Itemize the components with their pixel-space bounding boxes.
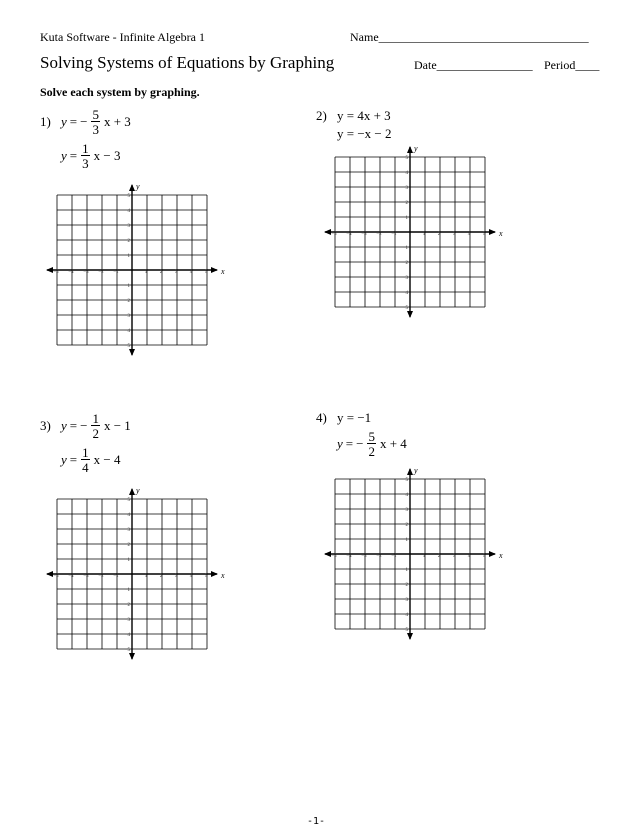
x-tick-label: 3 bbox=[452, 232, 456, 237]
x-tick-label: 1 bbox=[144, 574, 148, 579]
y-tick-label: −2 bbox=[124, 299, 130, 304]
x-tick-label: 3 bbox=[174, 270, 178, 275]
problem-4-eq2: y = − $\frac{5}{2}$ x + 4 bbox=[337, 429, 407, 459]
problem-3-eq1: 3) y = − $\frac{1}{2}$ x − 1 bbox=[40, 411, 131, 441]
x-axis-arrow-left bbox=[324, 229, 331, 235]
problem-number: 2) bbox=[316, 108, 327, 123]
x-tick-label: −4 bbox=[68, 574, 74, 579]
x-tick-label: 2 bbox=[159, 574, 163, 579]
x-tick-label: 5 bbox=[204, 270, 208, 275]
x-tick-label: −1 bbox=[391, 232, 397, 237]
y-axis-arrow-up bbox=[407, 146, 413, 153]
x-tick-label: −5 bbox=[331, 554, 337, 559]
x-tick-label: −1 bbox=[113, 270, 119, 275]
x-tick-label: −3 bbox=[361, 232, 367, 237]
y-tick-label: 4 bbox=[405, 493, 408, 498]
y-tick-label: 1 bbox=[405, 216, 408, 221]
coordinate-grid-1[interactable] bbox=[45, 183, 233, 357]
y-tick-label: 1 bbox=[127, 254, 130, 259]
problem-number: 4) bbox=[316, 410, 327, 425]
x-tick-label: 2 bbox=[437, 232, 441, 237]
y-tick-label: −1 bbox=[402, 246, 408, 251]
x-axis-arrow-right bbox=[211, 267, 218, 273]
name-field[interactable]: Name___________________________________ bbox=[350, 30, 589, 44]
problem-2-eq1: 2) y = 4x + 3 bbox=[316, 108, 391, 123]
problem-number: 1) bbox=[40, 114, 51, 129]
y-tick-label: 1 bbox=[405, 538, 408, 543]
y-tick-label: −1 bbox=[402, 568, 408, 573]
y-tick-label: 3 bbox=[127, 224, 130, 229]
x-tick-label: −3 bbox=[83, 270, 89, 275]
y-tick-label: −2 bbox=[402, 261, 408, 266]
y-tick-label: −4 bbox=[124, 329, 130, 334]
y-tick-label: 5 bbox=[405, 478, 408, 483]
y-tick-label: 5 bbox=[127, 498, 130, 503]
coordinate-grid-3[interactable] bbox=[45, 487, 233, 661]
x-axis-label: x bbox=[499, 229, 503, 238]
problem-number: 3) bbox=[40, 418, 51, 433]
y-tick-label: 2 bbox=[405, 201, 408, 206]
y-axis-arrow-up bbox=[129, 488, 135, 495]
y-axis-arrow-up bbox=[129, 184, 135, 191]
y-tick-label: −3 bbox=[124, 314, 130, 319]
x-tick-label: −3 bbox=[83, 574, 89, 579]
x-tick-label: −4 bbox=[346, 554, 352, 559]
y-axis-label: y bbox=[414, 466, 418, 475]
x-tick-label: −2 bbox=[98, 574, 104, 579]
coordinate-grid-2[interactable] bbox=[323, 145, 511, 319]
y-tick-label: 3 bbox=[405, 186, 408, 191]
y-tick-label: −5 bbox=[402, 306, 408, 311]
y-tick-label: 4 bbox=[405, 171, 408, 176]
x-tick-label: 4 bbox=[467, 232, 471, 237]
y-axis-arrow-down bbox=[407, 633, 413, 640]
x-tick-label: 4 bbox=[467, 554, 471, 559]
problem-2 bbox=[316, 108, 392, 142]
fraction: $\frac{1}{2}$ bbox=[92, 411, 99, 441]
y-tick-label: 2 bbox=[127, 239, 130, 244]
y-tick-label: −4 bbox=[402, 291, 408, 296]
y-tick-label: −4 bbox=[402, 613, 408, 618]
y-tick-label: −5 bbox=[402, 628, 408, 633]
x-tick-label: 5 bbox=[482, 554, 486, 559]
problem-3 bbox=[40, 412, 131, 474]
x-tick-label: −2 bbox=[376, 554, 382, 559]
y-tick-label: −5 bbox=[124, 648, 130, 653]
problem-3-eq2: y = $\frac{1}{4}$ x − 4 bbox=[61, 445, 121, 475]
y-axis-label: y bbox=[414, 144, 418, 153]
problem-2-eq2: y = −x − 2 bbox=[337, 126, 392, 141]
x-tick-label: 2 bbox=[159, 270, 163, 275]
y-tick-label: −2 bbox=[124, 603, 130, 608]
coordinate-grid-4[interactable] bbox=[323, 467, 511, 641]
y-axis-arrow-down bbox=[407, 311, 413, 318]
instructions: Solve each system by graphing. bbox=[40, 85, 200, 99]
fraction: $\frac{1}{4}$ bbox=[82, 445, 89, 475]
y-tick-label: −3 bbox=[402, 598, 408, 603]
x-tick-label: −5 bbox=[331, 232, 337, 237]
y-tick-label: 4 bbox=[127, 513, 130, 518]
y-tick-label: −1 bbox=[124, 588, 130, 593]
problem-1-eq2: y = $\frac{1}{3}$ x − 3 bbox=[61, 141, 121, 171]
y-axis-arrow-up bbox=[407, 468, 413, 475]
x-axis-arrow-left bbox=[46, 571, 53, 577]
problem-1 bbox=[40, 108, 131, 170]
y-axis-label: y bbox=[136, 486, 140, 495]
y-axis-arrow-down bbox=[129, 653, 135, 660]
x-tick-label: 3 bbox=[174, 574, 178, 579]
x-tick-label: 5 bbox=[204, 574, 208, 579]
software-name: Kuta Software - Infinite Algebra 1 bbox=[40, 30, 205, 44]
x-tick-label: −1 bbox=[391, 554, 397, 559]
x-tick-label: −3 bbox=[361, 554, 367, 559]
x-tick-label: 2 bbox=[437, 554, 441, 559]
x-tick-label: 5 bbox=[482, 232, 486, 237]
x-axis-arrow-left bbox=[46, 267, 53, 273]
y-tick-label: 2 bbox=[127, 543, 130, 548]
x-tick-label: 4 bbox=[189, 574, 193, 579]
x-axis-label: x bbox=[221, 267, 225, 276]
y-axis-label: y bbox=[136, 182, 140, 191]
x-axis-arrow-right bbox=[489, 229, 496, 235]
fraction: $\frac{5}{2}$ bbox=[368, 429, 375, 459]
fraction: $\frac{5}{3}$ bbox=[92, 107, 99, 137]
x-tick-label: −4 bbox=[346, 232, 352, 237]
y-tick-label: −5 bbox=[124, 344, 130, 349]
x-tick-label: −1 bbox=[113, 574, 119, 579]
y-tick-label: 3 bbox=[127, 528, 130, 533]
problem-4-eq1: 4) y = −1 bbox=[316, 410, 372, 425]
x-tick-label: 1 bbox=[144, 270, 148, 275]
y-axis-arrow-down bbox=[129, 349, 135, 356]
x-tick-label: −2 bbox=[98, 270, 104, 275]
x-axis-arrow-left bbox=[324, 551, 331, 557]
fraction: $\frac{1}{3}$ bbox=[82, 141, 89, 171]
x-tick-label: 4 bbox=[189, 270, 193, 275]
y-tick-label: 5 bbox=[127, 194, 130, 199]
y-tick-label: 1 bbox=[127, 558, 130, 563]
y-tick-label: −2 bbox=[402, 583, 408, 588]
x-axis-arrow-right bbox=[489, 551, 496, 557]
page-title: Solving Systems of Equations by Graphing bbox=[40, 53, 335, 72]
y-tick-label: 5 bbox=[405, 156, 408, 161]
y-tick-label: 4 bbox=[127, 209, 130, 214]
y-tick-label: 3 bbox=[405, 508, 408, 513]
x-tick-label: −5 bbox=[53, 270, 59, 275]
y-tick-label: 2 bbox=[405, 523, 408, 528]
x-tick-label: 1 bbox=[422, 554, 426, 559]
x-tick-label: 1 bbox=[422, 232, 426, 237]
x-tick-label: −2 bbox=[376, 232, 382, 237]
page-number: -1- bbox=[307, 816, 326, 827]
problem-4 bbox=[316, 410, 407, 458]
y-tick-label: −4 bbox=[124, 633, 130, 638]
y-tick-label: −3 bbox=[124, 618, 130, 623]
date-field[interactable]: Date________________ bbox=[414, 58, 533, 72]
x-axis-label: x bbox=[221, 571, 225, 580]
period-field[interactable]: Period____ bbox=[544, 58, 600, 72]
y-tick-label: −3 bbox=[402, 276, 408, 281]
x-tick-label: 3 bbox=[452, 554, 456, 559]
x-axis-label: x bbox=[499, 551, 503, 560]
problem-1-eq1: 1) y = − $\frac{5}{3}$ x + 3 bbox=[40, 107, 131, 137]
x-tick-label: −4 bbox=[68, 270, 74, 275]
y-tick-label: −1 bbox=[124, 284, 130, 289]
x-tick-label: −5 bbox=[53, 574, 59, 579]
x-axis-arrow-right bbox=[211, 571, 218, 577]
